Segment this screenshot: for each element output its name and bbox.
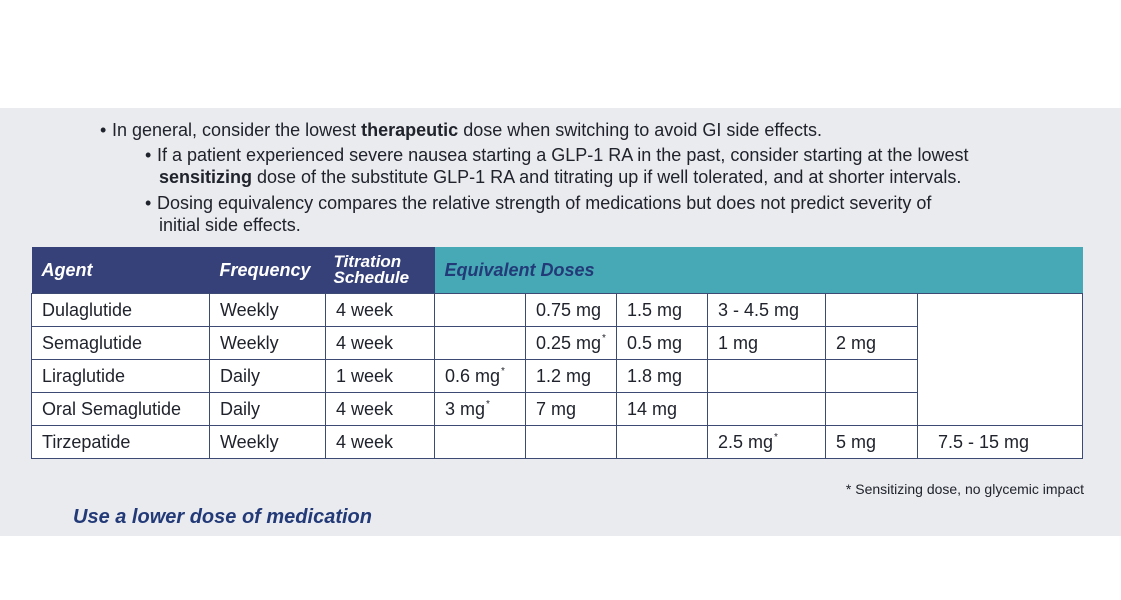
dose-cell: 5 mg (826, 426, 918, 459)
frequency-cell: Daily (210, 393, 326, 426)
dose-cell: 2 mg (826, 327, 918, 360)
header-agent: Agent (32, 247, 210, 294)
bullet-bold-term: therapeutic (361, 120, 459, 140)
frequency-cell: Weekly (210, 327, 326, 360)
titration-cell: 4 week (326, 393, 435, 426)
header-titration (326, 247, 435, 294)
bullet-text: initial side effects. (159, 215, 301, 235)
frequency-cell: Weekly (210, 426, 326, 459)
bullet-general: • In general, consider the lowest therapeutic dose when switching to avoid GI side effects. (100, 120, 823, 140)
header-titration-line2: Schedule (333, 268, 410, 287)
dose-cell: 0.75 mg (526, 294, 617, 327)
dose-value: 0.6 mg (445, 365, 501, 386)
dose-cell: 1.5 mg (617, 294, 708, 327)
dose-cell (435, 327, 526, 360)
sensitizing-marker: * (774, 431, 778, 443)
dose-cell: 1.2 mg (526, 360, 617, 393)
dose-value: 0.25 mg (536, 332, 602, 353)
bottom-title: Use a lower dose of medication (73, 506, 372, 528)
dose-cell (435, 360, 526, 393)
header-equivalent-doses: Equivalent Doses (435, 247, 1083, 294)
dose-cell (435, 294, 526, 327)
agent-cell: Tirzepatide (32, 426, 210, 459)
bullet-bold-term: sensitizing (159, 167, 253, 187)
agent-cell: Liraglutide (32, 360, 210, 393)
table-row (32, 294, 1083, 327)
bullet-text: If a patient experienced severe nausea starting a GLP-1 RA in the past, consider starting at the lowest (157, 145, 969, 165)
header-frequency: Frequency (210, 247, 326, 294)
agent-cell: Semaglutide (32, 327, 210, 360)
frequency-cell: Daily (210, 360, 326, 393)
dose-cell (826, 360, 918, 393)
dose-cell: 14 mg (617, 393, 708, 426)
titration-cell: 4 week (326, 294, 435, 327)
sensitizing-marker: * (501, 365, 505, 377)
titration-cell: 4 week (326, 426, 435, 459)
titration-cell: 1 week (326, 360, 435, 393)
dose-cell-empty-merged (918, 294, 1083, 426)
slide (0, 108, 1121, 536)
bullet-equivalency: • Dosing equivalency compares the relative strength of medications but does not predict severity of initial side effects. (145, 192, 1075, 236)
dose-cell (617, 426, 708, 459)
dose-cell: 1 mg (708, 327, 826, 360)
dose-equivalency-table (31, 247, 1083, 459)
dose-cell (526, 426, 617, 459)
bullet-text: dose of the substitute GLP-1 RA and titrating up if well tolerated, and at shorter intervals. (252, 167, 962, 187)
titration-cell: 4 week (326, 327, 435, 360)
bullet-text: Dosing equivalency compares the relative strength of medications but does not predict severity of (157, 193, 932, 213)
dose-cell: 1.8 mg (617, 360, 708, 393)
bullet-text: In general, consider the lowest (112, 120, 362, 140)
dose-cell: 3 - 4.5 mg (708, 294, 826, 327)
dose-cell: 0.5 mg (617, 327, 708, 360)
agent-cell: Oral Semaglutide (32, 393, 210, 426)
dose-cell (826, 294, 918, 327)
dose-value: 2.5 mg (718, 431, 774, 452)
dose-cell (708, 360, 826, 393)
agent-cell: Dulaglutide (32, 294, 210, 327)
dose-cell (708, 393, 826, 426)
sensitizing-marker: * (486, 398, 490, 410)
bullet-text: dose when switching to avoid GI side effects. (458, 120, 823, 140)
dose-cell (708, 426, 826, 459)
frequency-cell: Weekly (210, 294, 326, 327)
table-header-row (32, 247, 1083, 294)
dose-cell: 7 mg (526, 393, 617, 426)
header-titration-line1: Titration (333, 252, 402, 271)
dose-value: 3 mg (445, 398, 486, 419)
dose-cell: 7.5 - 15 mg (918, 426, 1083, 459)
dose-cell (435, 426, 526, 459)
bullet-nausea: • If a patient experienced severe nausea starting a GLP-1 RA in the past, consider starting at the lowest sensitizing dose of the substitute GLP-1 RA and titrating up if well tolerated, and at shorter intervals. (145, 145, 969, 187)
dose-cell (435, 393, 526, 426)
sensitizing-marker: * (602, 332, 606, 344)
dose-cell (826, 393, 918, 426)
table-row (32, 426, 1083, 459)
bullet-list (0, 108, 1121, 248)
dose-cell (526, 327, 617, 360)
footnote: * Sensitizing dose, no glycemic impact (845, 481, 1084, 497)
